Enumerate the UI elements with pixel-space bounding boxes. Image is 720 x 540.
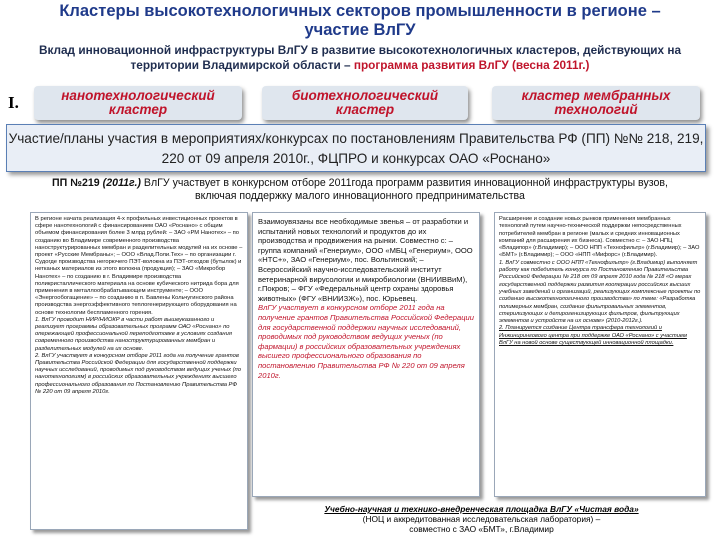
pp219-note	[30, 177, 690, 203]
subtitle	[6, 43, 714, 73]
subtitle-main: Вклад инновационной инфраструктуры ВлГУ в развитие высокотехнологичных кластеров, действующих на территории Владимирской области –	[38, 43, 682, 72]
membrane-cluster-details	[494, 212, 706, 497]
footer-line-3: совместно с ЗАО «БМТ», г.Владимир	[409, 524, 554, 534]
page-title: Кластеры высокотехнологичных секторов промышленности в регионе – участие ВлГУ	[59, 2, 661, 39]
clean-water-footer	[254, 504, 709, 534]
footer-line-2: (НОЦ и аккредитованная исследовательская лаборатория) –	[362, 514, 601, 524]
nano-cluster-details	[30, 212, 248, 530]
nano-details-item-1: 1. ВлГУ проводит НИР/НИОКР в части работ вышеуказанного и реализует программы образовательных программ ОАО «Роснано» по опережающей профессиональной переподготовке в условиях создания современного производства наноструктурированных мембран и разделительных модулей на их основе.	[35, 316, 232, 352]
bio-cluster-details	[252, 212, 480, 497]
membrane-cluster-box	[492, 86, 700, 120]
bio-cluster-label: биотехнологический кластер	[291, 88, 439, 117]
membrane-details-item-2: 2. Планируется создание Центра трансфера технологий и Инжинирингового центра при поддержке ОАО «Роснано» с участием ВлГУ на новой основе существующей инновационной площадки.	[499, 325, 687, 347]
bio-cluster-box	[262, 86, 468, 120]
nano-cluster-box	[34, 86, 242, 120]
bio-details-grant: ВлГУ участвует в конкурсном отборе 2011 года на получение грантов Правительства Российской Федерации для государственной поддержки научных исследований, проводимых под руководством ведущих ученых (по фармации) в российских образовательных учреждениях высшего профессионального образования по постановлению Правительства РФ № 220 от 09 апреля 2010г.	[258, 303, 474, 380]
section-number: I.	[8, 93, 19, 112]
membrane-cluster-label: кластер мембранных технологий	[521, 88, 671, 117]
membrane-details-text: Расширение и создание новых рынков применения мембранных технологий путем научно-технической поддержки непосредственных потребителей мембран в регионе (малых и средних инновационных компаний для расширения их бизнеса). Совместно с: – ЗАО НПЦ «Владипор» (г.Владимир); – ООО НПП «Технофильтр» (г.Владимир); – ЗАО «БМТ» (г.Владимир); – ООО «НПП «Мифорс» (г.Владимир).	[499, 216, 700, 259]
participation-banner: Участие/планы участия в мероприятиях/конкурсах по постановлениям Правительства РФ (ПП) №№ 218, 219, 220 от 09 апреля 2010г., ФЦПРО и конкурсах ОАО «Роснано»	[6, 124, 706, 172]
nano-details-text: В регионе начата реализация 4-х профильных инвестиционных проектов в сфере нанотехнологий с финансированием ОАО «Роснано» с общим объемом финансирования более 3 млрд рублей: – ЗАО «РМ Нанотех» – по созданию во Владимире современного производства наноструктурированных мембран и разделительных модулей на их основе – проект «Русские Мембраны»; – ООО «Влад.Поли.Тех» – по организации г. Судогде производства негорючего ПЭТ-волокна из ПЭТ-отходов (бутылок) и нетканых материалов из этого волокна (продукция); – ЗАО «Микробор Нанотех» – по созданию в г. Владимире производства поликристаллического материала на основе кубического нитрида бора для применения в металлообрабатывающем инструменте; – ООО «Энергообогащение» – по созданию в п. Бавлены Кольчугинского района производства энергоэффективного теплогенерирующего оборудования на основе технологии беспламенного горения.	[35, 216, 243, 316]
nano-cluster-label: нанотехнологический кластер	[61, 88, 215, 117]
bio-details-text: Взаимоувязаны все необходимые звенья – от разработки и испытаний новых технологий и продуктов до их производства и продвижения на рынки. Совместно с: – группа компаний «Генериум», ООО «МБЦ «Генериум», ООО «НТС+», ЗАО «Генериум», пос. Вольгинский; – Всероссийский научно-исследовательский институт ветеринарной вирусологии и микробиологии (ВНИИВВиМ), г.Покров; – ФГУ «Федеральный центр охраны здоровья животных» (ФГУ «ВНИИЗЖ»), пос. Юрьевец.	[258, 217, 473, 303]
pp219-year: (2011г.)	[102, 177, 141, 189]
membrane-details-item-1: 1. ВлГУ совместно с ООО НПП «Технофильтр» (г.Владимир) выполняет работу как победитель конкурса по Постановлению Правительства Российской Федерации № 218 от 09 апреля 2010 года № 218 «О мерах государственной поддержки развития кооперации российских высших учебных заведений и организаций, реализующих комплексные проекты по созданию высокотехнологичного производства» по теме: «Разработка полимерных мембран, создание фильтровальных элементов, стерилизующих и депирогенизирующих фильтров, фильтрующих элементов и устройств на их основе» (2010-2012г.).	[499, 259, 701, 325]
nano-details-item-2: 2. ВлГУ участвует в конкурсном отборе 2011 года на получение грантов Правительства Российской Федерации для государственной поддержки научных исследований, проводимых под руководством ведущих ученых (по нанотехнологиям) в российских образовательных учреждениях высшего профессионального образования по Постановлению Правительства РФ № 220 от 09 апреля 2010г.	[35, 352, 241, 395]
pp219-text: ВлГУ участвует в конкурсном отборе 2011года программ развития инновационной инфраструктуры вузов, включая поддержку малого инновационного предпринимательства	[140, 177, 668, 202]
subtitle-highlight: программа развития ВлГУ (весна 2011г.)	[353, 58, 590, 72]
footer-title: Учебно-научная и технико-внедренческая площадка ВлГУ «Чистая вода»	[324, 504, 639, 514]
pp219-label: ПП №219	[52, 177, 100, 189]
